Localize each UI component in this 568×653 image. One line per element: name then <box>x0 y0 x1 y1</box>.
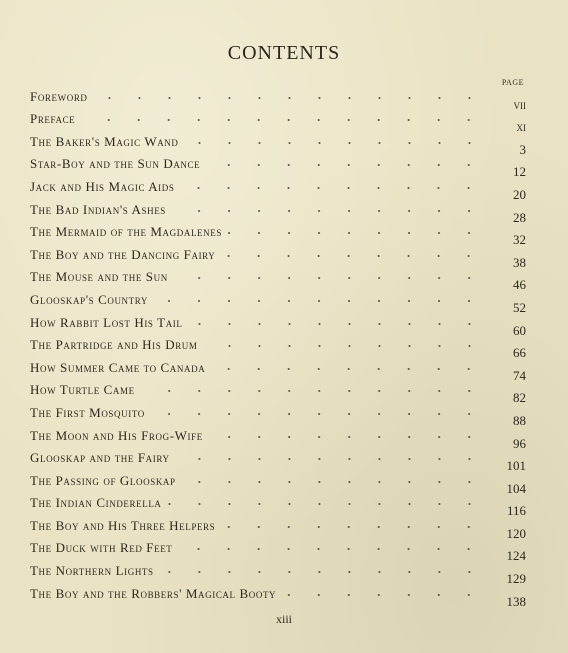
toc-entry-title: The Moon and His Frog-Wife <box>30 427 203 443</box>
toc-entry-page: 52 <box>513 299 526 315</box>
dot-leader <box>168 499 484 509</box>
dot-leader <box>141 386 484 396</box>
toc-entry <box>30 558 526 587</box>
dot-leader <box>160 567 484 577</box>
toc-entry <box>30 355 526 383</box>
toc-entry-page: 3 <box>519 141 526 157</box>
toc-entry-page: 20 <box>513 186 526 202</box>
toc-entry <box>30 220 526 248</box>
dot-leader <box>178 544 484 554</box>
toc-entry-page: 116 <box>506 503 526 519</box>
toc-entry-title: The Mouse and the Sun <box>30 269 168 285</box>
toc-entry <box>30 513 526 541</box>
toc-entry-title: How Rabbit Lost His Tail <box>30 314 183 330</box>
toc-entry-title: The Duck with Red Feet <box>30 540 173 556</box>
dot-leader <box>180 183 484 193</box>
toc-entry-title: Glooskap and the Fairy <box>30 450 170 466</box>
toc-entry <box>30 378 526 406</box>
toc-entry-page: vii <box>513 96 526 112</box>
toc-entry-page: 129 <box>506 571 526 587</box>
toc-entry <box>30 310 526 338</box>
toc-entry <box>30 107 526 135</box>
toc-entry <box>30 174 526 202</box>
toc-entry <box>30 333 526 361</box>
toc-entry-title: Jack and His Magic Aids <box>30 178 175 194</box>
toc-entry-title: Star-Boy and the Sun Dance <box>30 156 201 172</box>
toc-entry-title: The Northern Lights <box>30 563 154 579</box>
toc-entry-page: 88 <box>513 412 526 428</box>
toc-entry-title: The Boy and His Three Helpers <box>30 517 216 533</box>
dot-leader <box>204 341 484 351</box>
dot-leader <box>174 273 484 283</box>
toc-entry <box>30 242 526 270</box>
toc-entry-page: 82 <box>513 390 526 406</box>
dot-leader <box>221 251 484 261</box>
toc-entry <box>30 581 526 609</box>
dot-leader <box>154 296 484 306</box>
toc-entry <box>30 152 526 180</box>
toc-entry-page: 74 <box>513 367 526 383</box>
toc-entry <box>30 84 526 112</box>
toc-entry <box>30 536 526 564</box>
toc-entry-page: 38 <box>513 254 526 270</box>
toc-entry <box>30 129 526 157</box>
toc-entry-title: How Summer Came to Canada <box>30 359 206 375</box>
toc-entry-title: The Baker's Magic Wand <box>30 133 179 149</box>
toc-entry-page: 60 <box>513 322 526 338</box>
toc-entry-page: 96 <box>513 435 526 451</box>
toc-entry-title: Preface <box>30 111 76 127</box>
dot-leader <box>189 319 485 329</box>
toc-entry-title: The Indian Cinderella <box>30 495 162 511</box>
dot-leader <box>81 115 484 125</box>
toc-entry-title: The Passing of Glooskap <box>30 472 176 488</box>
dot-leader <box>94 93 484 103</box>
toc-entry <box>30 197 526 225</box>
toc-entry-page: 66 <box>513 345 526 361</box>
toc-entry-title: The Mermaid of the Magdalenes <box>30 224 222 240</box>
toc-entry-title: The Partridge and His Drum <box>30 337 198 353</box>
toc-entry <box>30 423 526 451</box>
toc-entry-title: How Turtle Came <box>30 382 135 398</box>
toc-entry-title: Foreword <box>30 88 88 104</box>
table-of-contents <box>30 84 526 609</box>
toc-entry-title: The Boy and the Robbers' Magical Booty <box>30 585 277 601</box>
toc-entry-title: The First Mosquito <box>30 404 145 420</box>
toc-entry <box>30 446 526 474</box>
toc-entry-page: 12 <box>513 164 526 180</box>
toc-entry-page: 104 <box>506 480 526 496</box>
dot-leader <box>185 138 485 148</box>
toc-entry <box>30 400 526 428</box>
toc-entry-page: 101 <box>506 458 526 474</box>
toc-entry-page: 138 <box>506 593 526 609</box>
toc-entry-title: The Bad Indian's Ashes <box>30 201 166 217</box>
dot-leader <box>282 590 484 600</box>
toc-entry-page: 46 <box>513 277 526 293</box>
toc-entry <box>30 468 526 496</box>
dot-leader <box>182 477 484 487</box>
toc-entry-page: 120 <box>506 525 526 541</box>
page-column-label: PAGE <box>501 78 524 87</box>
toc-entry-page: 28 <box>513 209 526 225</box>
dot-leader <box>221 522 484 532</box>
dot-leader <box>206 160 484 170</box>
toc-entry <box>30 265 526 293</box>
toc-entry-title: Glooskap's Country <box>30 291 148 307</box>
toc-entry-page: xi <box>516 119 526 135</box>
toc-entry <box>30 287 526 315</box>
toc-entry-title: The Boy and the Dancing Fairy <box>30 246 216 262</box>
dot-leader <box>211 364 484 374</box>
dot-leader <box>228 228 484 238</box>
toc-entry <box>30 491 526 519</box>
page-title: CONTENTS <box>227 42 341 64</box>
toc-entry-page: 32 <box>513 232 526 248</box>
dot-leader <box>176 454 484 464</box>
dot-leader <box>151 409 484 419</box>
dot-leader <box>209 432 484 442</box>
page-number: xiii <box>275 612 292 626</box>
dot-leader <box>172 206 484 216</box>
toc-entry-page: 124 <box>506 548 526 564</box>
